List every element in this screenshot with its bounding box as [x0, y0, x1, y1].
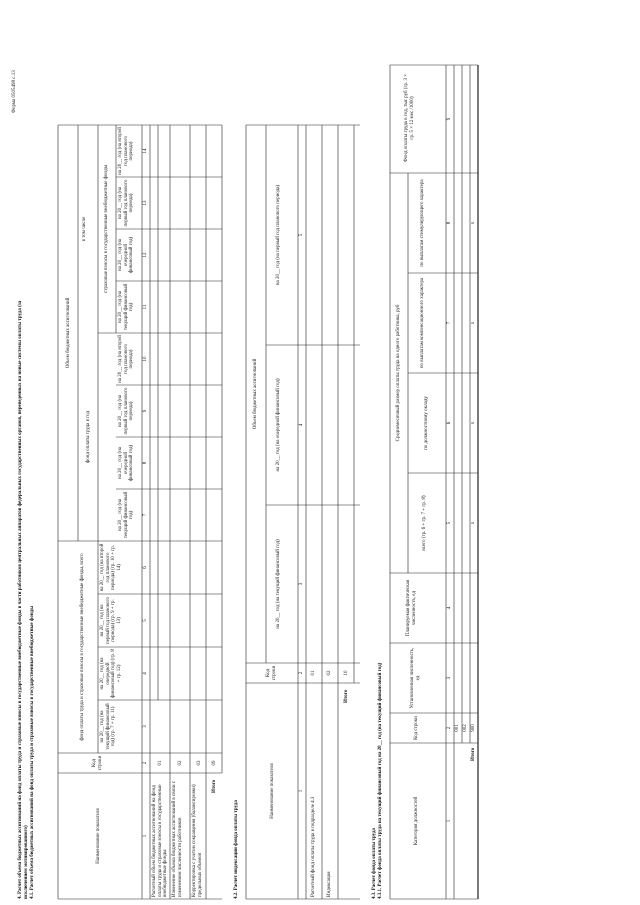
t42-head-name: Наименование показателя — [270, 763, 275, 819]
section42-title: 4.2. Расчет индексации фонда оплаты труда — [234, 800, 239, 899]
t1-period-2: на 20__ год (на очередной финансовый год) (гр. 8 + гр. 12) — [100, 649, 122, 698]
t1-period-4: на 20__ год (на второй год планового периода) (гр. 10 + гр. 14) — [100, 543, 122, 592]
t1-colnum: 2 — [143, 761, 148, 765]
t42-total-label: Итого — [344, 689, 349, 703]
t1-period-3: на 20__ год (на первый год планового периода) (гр. 9 + гр. 13) — [100, 597, 122, 644]
t1-colnum: 8 — [143, 461, 148, 465]
t43-row-code: 002 — [463, 724, 468, 732]
t1-head-volume: Объем бюджетных ассигнований — [66, 297, 71, 369]
t43-colnum: 6 — [447, 421, 452, 425]
t1-total-label: Итого — [212, 779, 217, 793]
t1-colnum: 10 — [143, 356, 148, 362]
t1-row-name: Расчетный объем бюджетных ассигнований на фонд оплаты труда и страховые взносы в государственные внебюджетные фонды — [152, 784, 169, 897]
t1-colnum: 7 — [143, 513, 148, 517]
t1-row-code: 02 — [178, 760, 183, 766]
t1-colnum: 12 — [143, 252, 148, 258]
t1-period-12: на 20__ год (на второй год планового периода) — [118, 127, 135, 175]
t43-colnum: 3 — [447, 676, 452, 680]
t42-colnum: 5 — [299, 233, 304, 237]
t1-row-code: 01 — [158, 760, 163, 766]
t1-row-name: Изменение объема бюджетных ассигнований в связи с изменением численности работников — [172, 781, 183, 897]
t43-colnum: 8 — [447, 221, 452, 225]
t43-head-stim: по выплатам стимулирующего характера — [420, 179, 425, 267]
t43-row-code: 900 — [471, 724, 476, 732]
t42-period-3: на 20__ год (на первый год планового периода) — [276, 184, 281, 286]
t1-head-incl: в том числе — [82, 216, 87, 242]
t1-head-ins: страховые взносы в государственные внебюджетные фонды — [104, 165, 109, 293]
t43-x-mark: x — [471, 521, 476, 525]
t1-period-5: на 20__ год (на текущий финансовый год) — [118, 491, 135, 539]
t43-x-mark: x — [471, 321, 476, 325]
t1-period-1: на 20__ год (на текущий финансовый год) (гр. 7 + гр. 11) — [100, 703, 117, 750]
t43-colnum: 5 — [447, 521, 452, 525]
t43-x-mark: x — [471, 221, 476, 225]
t1-colnum: 11 — [143, 304, 148, 310]
t43-row-code: 001 — [455, 724, 460, 732]
t1-head-fot: фонд оплаты труда в год — [86, 410, 91, 464]
t42-row-code: 02 — [327, 670, 332, 676]
form-id: Форма 0505498 с.13 — [12, 70, 17, 113]
section4-heading: 4. Расчет объема бюджетных ассигнований на фонд оплаты труда и страховые взносы в государственные внебюджетные фонды в части работников центральных аппаратов федеральных государственных органов, переведенных на новые системы оплаты труда (за — [18, 300, 23, 899]
t43-colnum: 7 — [447, 321, 452, 325]
t1-period-9: на 20__ год (на текущий финансовый год) — [118, 283, 135, 331]
t43-head-comp: по выплатам компенсационного характера — [420, 277, 425, 369]
t43-head-salary: по должностному окладу — [424, 396, 429, 450]
t1-period-8: на 20__ год (на второй год планового периода) — [118, 335, 135, 383]
t43-colnum: 9 — [447, 117, 452, 121]
t1-colnum: 1 — [143, 834, 148, 838]
t42-colnum: 2 — [299, 671, 304, 675]
t42-colnum: 1 — [299, 789, 304, 793]
t1-row-code: 09 — [212, 760, 217, 766]
section43-title: 4.3. Расчет фонда оплаты труда — [372, 828, 377, 899]
t43-head-category: Категория должностей — [414, 796, 419, 846]
t42-row-name: Расчетный фонд оплаты труда в подразделе 4.3 — [311, 796, 316, 897]
t42-period-1: на 20__ год (на текущий финансовый год) — [276, 539, 281, 629]
section431-title: 4.3.1. Расчет фонда оплаты труда на текущий финансовый год на 20__ год (на текущий финансовый год) — [378, 662, 383, 899]
t1-period-6: на 20__ год (на очередной финансовый год) — [118, 444, 135, 482]
section41-title: 4.1. Расчет объема бюджетных ассигнований на фонд оплаты труда и страховые взносы в государственные внебюджетные фонды — [30, 605, 35, 899]
t42-row-code: 10 — [344, 670, 349, 676]
t1-head-total-group: фонд оплаты труда и страховые взносы в государственные внебюджетные фонды, всего — [80, 553, 85, 741]
t42-colnum: 3 — [299, 582, 304, 586]
t1-colnum: 6 — [143, 566, 148, 569]
t1-row-name: Корректировка с учетом сокращения (балансировки) предельных объемов — [192, 784, 203, 897]
t1-colnum: 9 — [143, 409, 148, 413]
t42-colnum: 4 — [299, 423, 304, 427]
t1-colnum: 14 — [143, 148, 148, 154]
t43-head-avg: Среднемесячный размер оплаты труда на одного работника, руб — [396, 304, 401, 442]
t43-head-actual: Планируемая фактическая численность, ед — [406, 579, 417, 637]
t1-row-code: 03 — [197, 760, 202, 766]
t43-head-fund: Фонд оплаты труда в год, тыс руб (гр. 3 × гр. 5 × 12 мес /1000) — [404, 73, 415, 163]
t43-x-mark: x — [471, 421, 476, 425]
section4-heading-cont: исключением мотивированного) — [24, 825, 29, 899]
t42-head-code: Код строки — [266, 665, 277, 681]
t43-head-staff: Установленная численность, ед — [410, 647, 421, 709]
t43-colnum: 1 — [447, 819, 452, 823]
t42-period-2: на 20__ год (на очередной финансовый год) — [276, 378, 281, 472]
t1-head-code: Код строки — [92, 755, 103, 771]
t43-head-total: всего (гр. 6 + гр. 7 + гр. 8) — [422, 495, 427, 551]
t1-colnum: 5 — [143, 619, 148, 622]
t42-row-name: Индексация — [327, 871, 332, 897]
t42-head-volume: Объем бюджетных ассигнований — [253, 358, 258, 430]
t43-colnum: 2 — [447, 726, 452, 730]
t1-head-name: Наименование показателя — [96, 808, 101, 864]
t1-colnum: 3 — [143, 725, 148, 728]
t1-colnum: 13 — [143, 200, 148, 206]
t43-head-code: Код строки — [414, 716, 419, 740]
t43-total-label: Итого — [471, 747, 476, 761]
t1-period-10: на 20__ год (на очередной финансовый год) — [118, 236, 135, 274]
t1-colnum: 4 — [143, 672, 148, 675]
t1-period-7: на 20__ год (на первый год планового периода) — [118, 387, 135, 435]
t42-row-code: 01 — [311, 670, 316, 676]
t1-period-11: на 20__ год (на первый год планового периода) — [118, 179, 135, 227]
t43-colnum: 4 — [447, 606, 452, 610]
